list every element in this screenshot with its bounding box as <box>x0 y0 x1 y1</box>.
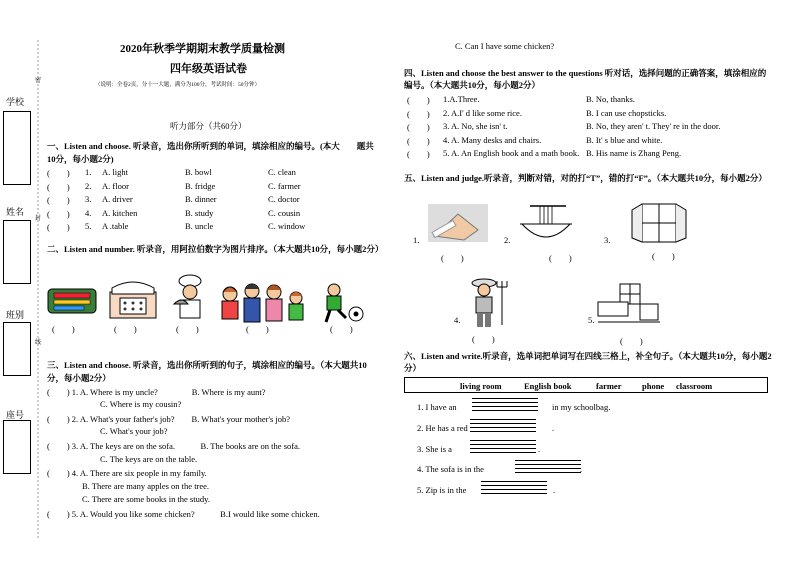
answer-paren[interactable]: ( ) <box>407 95 430 105</box>
option-c[interactable]: C. farmer <box>268 180 301 191</box>
exam-subtitle: 四年级英语试卷 <box>170 63 247 75</box>
answer-paren[interactable]: ( ) <box>52 324 75 334</box>
answer-paren[interactable]: ( ) <box>47 168 70 178</box>
option-b[interactable]: B. No, they aren' t. They' re in the door. <box>586 121 721 131</box>
answer-paren[interactable]: ( ) <box>330 324 353 334</box>
section5-title: 五、Listen and judge.听录音，判断对错，对的打“T”，错的打“F”。（本大题共10分，每小题2分） <box>404 173 767 183</box>
word-bank-item: farmer <box>596 381 622 391</box>
sec3-line: ( ) 2. A. What's your father's job? B. What's your mother's job? <box>47 414 291 424</box>
answer-paren[interactable]: ( ) <box>47 208 70 219</box>
family-picture <box>216 280 312 326</box>
sentence-start: 3. She is a <box>417 443 452 454</box>
answer-paren[interactable]: ( ) <box>114 324 137 334</box>
answer-paren[interactable]: ( ) <box>47 222 70 232</box>
sec3-line: ( ) 5. A. Would you like some chicken? B.I would like some chicken. <box>47 509 320 519</box>
sec3-line: C. There are some books in the study. <box>82 494 210 504</box>
word-bank-item: classroom <box>676 381 713 391</box>
option-a[interactable]: 1.A.Three. <box>443 94 480 104</box>
word-bank-item: English book <box>524 381 572 391</box>
sec5-num-3: 3. <box>604 235 611 245</box>
sec3-line: ( ) 1. A. Where is my uncle? B. Where is my aunt? <box>47 387 266 397</box>
sentence-end: . <box>553 485 556 496</box>
four-line-writing-field[interactable] <box>472 398 538 411</box>
answer-paren[interactable]: ( ) <box>441 253 464 263</box>
word-bank <box>404 377 768 393</box>
sec3-line: B. There are many apples on the tree. <box>82 481 210 491</box>
exam-title: 2020年秋季学期期末教学质量检测 <box>120 43 285 55</box>
seal-line <box>36 40 40 540</box>
pencil-case-picture <box>46 283 98 317</box>
answer-paren[interactable]: ( ) <box>407 149 430 159</box>
option-c[interactable]: C. clean <box>268 167 296 177</box>
seal-char-3: 线 <box>35 340 42 346</box>
section3-title: 三、Listen and choose. 听录音，选出你所听到的句子，填涂相应的编号。（本大题共10分，每小题2分） <box>47 360 367 383</box>
bedroom-picture <box>596 282 662 326</box>
word-bank-item: phone <box>642 381 665 391</box>
answer-paren[interactable]: ( ) <box>407 122 430 132</box>
option-c[interactable]: C. cousin <box>268 207 301 218</box>
answer-paren[interactable]: ( ) <box>176 324 199 334</box>
sentence-start: 4. The sofa is in the <box>417 464 484 475</box>
sentence-end: . <box>580 464 583 475</box>
option-a[interactable]: A. kitchen <box>102 207 138 218</box>
answer-paren[interactable]: ( ) <box>47 181 70 192</box>
section1-title: 一、Listen and choose. 听录音，选出你所听到的单词，填涂相应的编号。(本大 题共10分，每小题2分) <box>47 141 374 164</box>
sentence-start: 1. I have an <box>417 402 457 412</box>
seal-char-2: 封 <box>35 216 42 222</box>
answer-paren[interactable]: ( ) <box>246 324 269 334</box>
question-number: 5. <box>85 221 92 231</box>
section4-title: 四、Listen and choose the best answer to the questions 听对话，选择问题的正确答案，填涂相应的编号。（本大题共10分，每小题2分） <box>404 68 767 90</box>
sentence-start: 5. Zip is in the <box>417 485 467 496</box>
option-c[interactable]: C. window <box>268 221 306 231</box>
listening-heading: 听力部分（共60分） <box>170 121 247 131</box>
option-b[interactable]: B. I can use chopsticks. <box>586 107 667 118</box>
question-number: 1. <box>85 167 92 177</box>
seal-char-1: 密 <box>35 78 42 84</box>
option-a[interactable]: A. driver <box>102 194 133 204</box>
sentence-end: in my schoolbag. <box>552 402 611 412</box>
sec3-line: ( ) 4. A. There are six people in my family. <box>47 468 207 478</box>
question-number: 2. <box>85 180 92 191</box>
section2-title: 二、Listen and number. 听录音，用阿拉伯数字为图片排序。（本大题共10分，每小题2分） <box>47 244 384 254</box>
school-field[interactable] <box>3 111 31 185</box>
option-b[interactable]: B. dinner <box>185 194 217 204</box>
sec3-line: C. The keys are on the table. <box>100 454 198 464</box>
option-b[interactable]: B. His name is Zhang Peng. <box>586 148 682 158</box>
sec5-num-1: 1. <box>413 235 420 245</box>
option-a[interactable]: A .table <box>102 221 129 231</box>
school-label: 学校 <box>6 97 25 107</box>
cook-picture <box>172 274 208 322</box>
class-label: 班别 <box>6 310 25 320</box>
exam-note: （说明：全卷2页，分十一大题，满分为100分，考试时间：50分钟） <box>95 82 261 88</box>
sec5-num-4: 4. <box>454 315 461 325</box>
seat-field[interactable] <box>3 420 31 474</box>
name-label: 姓名 <box>6 207 25 217</box>
option-b[interactable]: B. bowl <box>185 167 212 177</box>
question-number: 4. <box>85 207 92 218</box>
sec5-num-2: 2. <box>504 235 511 245</box>
word-bank-item: living room <box>460 381 502 391</box>
option-a[interactable]: 5. A. An English book and a math book. <box>443 148 580 158</box>
section6-title: 六、Listen and write.听录音，选单词把单词写在四线三格上，补全句子。（本大题共10分，每小题2分） <box>404 351 772 373</box>
noodle-bowl-picture <box>516 202 576 250</box>
answer-paren[interactable]: ( ) <box>407 108 430 119</box>
sec3-line: ( ) 3. A. The keys are on the sofa. B. The books are on the sofa. <box>47 441 300 451</box>
option-b[interactable]: B. fridge <box>185 180 216 191</box>
answer-paren[interactable]: ( ) <box>620 336 643 346</box>
answer-paren[interactable]: ( ) <box>472 334 495 344</box>
sentence-end: . <box>538 443 541 454</box>
option-c[interactable]: C. doctor <box>268 194 300 204</box>
sec3-line: C. Where is my cousin? <box>100 399 182 409</box>
answer-paren[interactable]: ( ) <box>549 253 572 263</box>
sec3-line: C. Can I have some chicken? <box>455 41 555 51</box>
name-field[interactable] <box>3 220 31 284</box>
option-a[interactable]: 4. A. Many desks and chairs. <box>443 134 542 145</box>
writing-hand-picture <box>428 204 488 242</box>
farmer-picture <box>464 277 514 329</box>
option-a[interactable]: A. floor <box>102 180 129 191</box>
four-line-writing-field[interactable] <box>515 460 581 473</box>
sec3-line: C. What's your job? <box>100 426 168 436</box>
option-b[interactable]: B. study <box>185 207 214 218</box>
sentence-start: 2. He has a red <box>417 422 468 433</box>
question-number: 3. <box>85 194 92 204</box>
option-b[interactable]: B. uncle <box>185 221 214 231</box>
sentence-end: . <box>552 422 555 433</box>
sec5-num-5: 5. <box>588 315 595 325</box>
option-a[interactable]: 2. A.I' d like some rice. <box>443 107 522 118</box>
football-boy-picture <box>318 282 368 324</box>
telephone-picture <box>108 278 160 320</box>
option-a[interactable]: A. light <box>102 167 128 177</box>
option-a[interactable]: 3. A. No, she isn' t. <box>443 121 508 131</box>
four-line-writing-field[interactable] <box>481 481 547 494</box>
answer-paren[interactable]: ( ) <box>407 135 430 146</box>
seat-label: 座号 <box>6 410 25 420</box>
window-picture <box>628 200 688 244</box>
answer-paren[interactable]: ( ) <box>47 195 70 205</box>
four-line-writing-field[interactable] <box>470 419 536 432</box>
four-line-writing-field[interactable] <box>470 440 536 453</box>
option-b[interactable]: B. It' s blue and white. <box>586 134 663 145</box>
answer-paren[interactable]: ( ) <box>652 251 675 261</box>
class-field[interactable] <box>3 322 31 376</box>
option-b[interactable]: B. No, thanks. <box>586 94 635 104</box>
